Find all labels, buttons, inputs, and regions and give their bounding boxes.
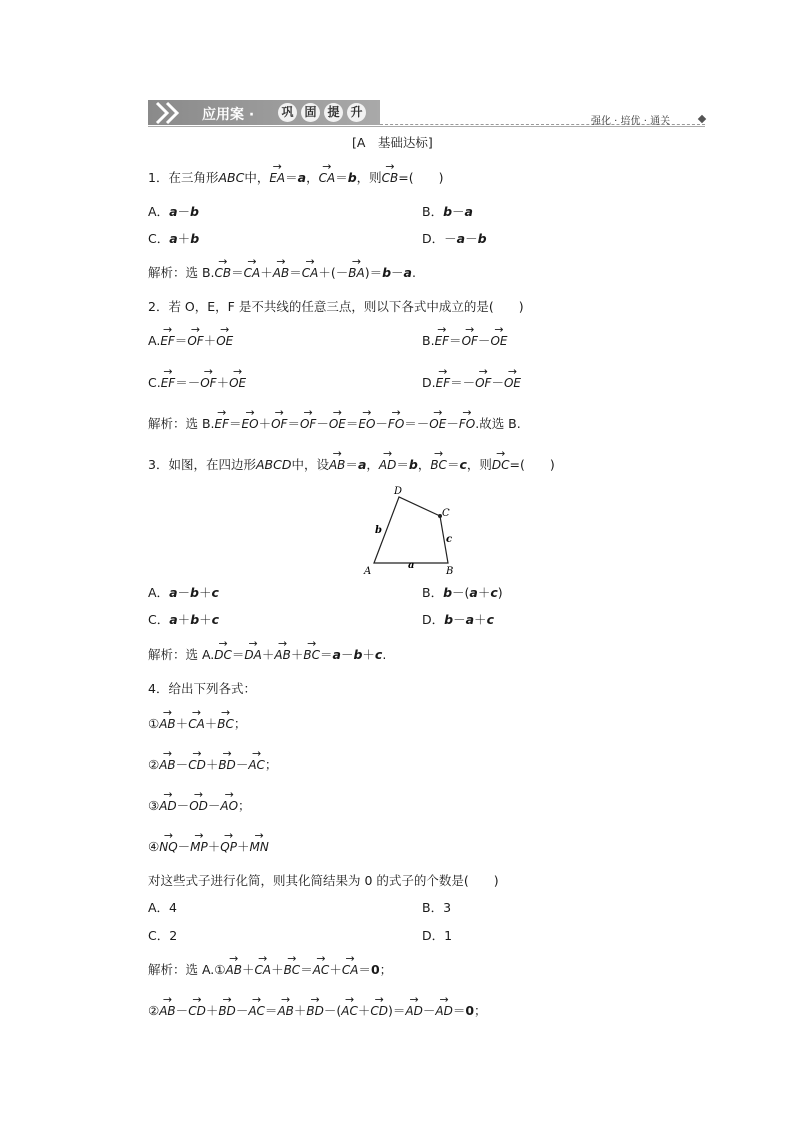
- label-c-vector: c: [446, 534, 453, 545]
- q2-option-a: A.→ EF＝→ OF＋→ OE: [148, 331, 233, 349]
- q3-quadrilateral-figure: [360, 480, 470, 578]
- q4-item-1: ①→ AB＋→ CA＋→ BC；: [148, 714, 246, 732]
- q4-option-d: D．1: [422, 928, 453, 943]
- q4-option-a: A．4: [148, 900, 178, 915]
- section-title: [A 基础达标]: [352, 135, 433, 150]
- q4-item-2: ②→ AB－→ CD＋→ BD－→ AC；: [148, 755, 277, 773]
- banner-key: 巩: [278, 103, 297, 122]
- label-d-vertex: D: [394, 486, 403, 497]
- header-tagline: 强化 · 培优 · 通关: [591, 116, 671, 127]
- q2-stem: 2．若 O，E，F 是不共线的任意三点，则以下各式中成立的是( ): [148, 299, 524, 314]
- q4-option-c: C．2: [148, 928, 178, 943]
- q4-item-4: ④→ NQ－→ MP＋→ QP＋→ MN: [148, 837, 269, 855]
- q4-stem: 4．给出下列各式：: [148, 681, 256, 696]
- q3-answer: 解析：选 A.→ DC＝→ DA＋→ AB＋→ BC＝a－b＋c.: [148, 645, 386, 663]
- quadrilateral-shape: [374, 497, 448, 563]
- q4-answer-2: ②→ AB－→ CD＋→ BD－→ AC＝→ AB＋→ BD－(→ AC＋→ CD)＝→ AD－→ AD＝0；: [148, 1001, 487, 1019]
- q1-stem: 1．在三角形ABC中，→ EA＝a，→ CA＝b，则→ CB=( ): [148, 168, 444, 186]
- q4-option-b: B．3: [422, 900, 452, 915]
- q2-option-d: D.→ EF＝－→ OF－→ OE: [422, 373, 521, 391]
- q4-item-3: ③→ AD－→ OD－→ AO；: [148, 796, 251, 814]
- q2-option-c: C.→ EF＝－→ OF＋→ OE: [148, 373, 246, 391]
- diamond-icon: [698, 115, 706, 123]
- label-a-vector: a: [408, 560, 415, 571]
- label-b-vector: b: [375, 525, 382, 536]
- q4-ask: 对这些式子进行化简，则其化简结果为 0 的式子的个数是( ): [148, 873, 499, 888]
- q3-stem: 3．如图，在四边形ABCD中，设→ AB＝a，→ AD＝b，→ BC＝c，则→ DC=( ): [148, 455, 555, 473]
- q3-option-c: C．a＋b＋c: [148, 612, 220, 627]
- banner-key: 提: [324, 103, 343, 122]
- q1-option-b: B．b－a: [422, 204, 473, 219]
- label-b-vertex: B: [446, 566, 454, 577]
- banner-key: 升: [347, 103, 366, 122]
- q4-answer-1: 解析：选 A.①→ AB＋→ CA＋→ BC＝→ AC＋→ CA＝0；: [148, 960, 392, 978]
- q1-option-a: A．a－b: [148, 204, 199, 219]
- q1-answer: 解析：选 B.→ CB＝→ CA＋→ AB＝→ CA＋(－→ BA)＝b－a.: [148, 263, 416, 281]
- banner-keys: [278, 103, 366, 122]
- q3-option-b: B．b－(a＋c): [422, 585, 503, 600]
- label-c-vertex: C: [442, 508, 450, 519]
- q1-option-c: C．a＋b: [148, 231, 200, 246]
- chevron-icon: [153, 101, 193, 125]
- q3-option-a: A．a－b＋c: [148, 585, 219, 600]
- q2-option-b: B.→ EF＝→ OF－→ OE: [422, 331, 507, 349]
- q3-option-d: D．b－a＋c: [422, 612, 494, 627]
- q2-answer: 解析：选 B.→ EF＝→ EO＋→ OF＝→ OF－→ OE＝→ EO－→ FO＝－→ OE－→ FO.故选 B.: [148, 414, 521, 432]
- q1-option-d: D．－a－b: [422, 231, 487, 246]
- banner-key: 固: [301, 103, 320, 122]
- label-a-vertex: A: [364, 566, 372, 577]
- banner-title: 应用案 ·: [202, 107, 255, 123]
